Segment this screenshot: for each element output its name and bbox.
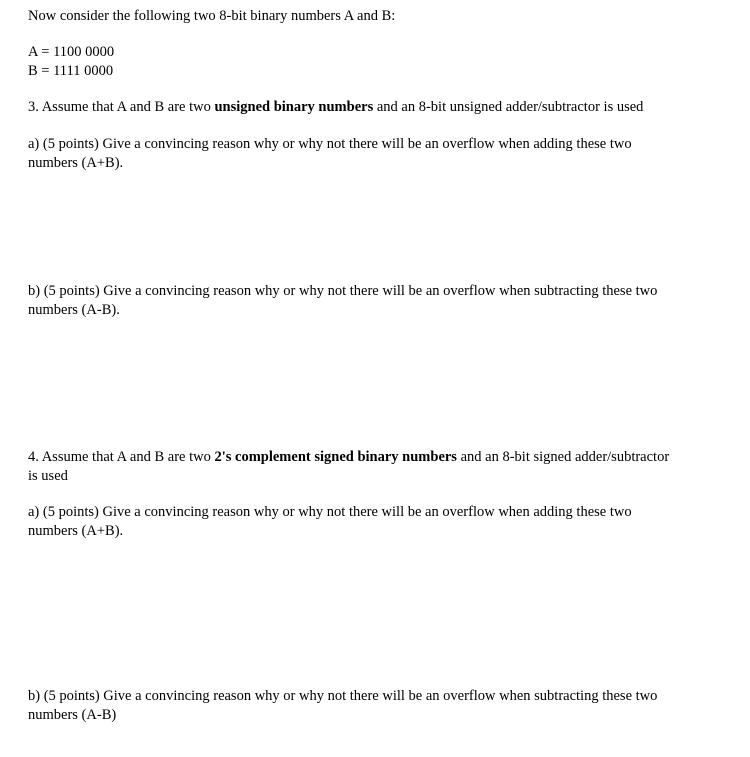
question-3a-line1: a) (5 points) Give a convincing reason why or why not there will be an overflow when adding these two bbox=[28, 136, 632, 152]
question-4-suffix: and an 8-bit signed adder/subtractor bbox=[456, 449, 670, 465]
question-3b-line1: b) (5 points) Give a convincing reason why or why not there will be an overflow when subtracting these two bbox=[28, 283, 658, 299]
question-4-heading bbox=[28, 448, 669, 467]
question-4a-line2: numbers (A+B). bbox=[28, 523, 124, 539]
question-4-bold: 2's complement signed binary numbers bbox=[214, 449, 457, 465]
question-4-prefix: 4. Assume that A and B are two bbox=[28, 449, 215, 465]
value-b: B = 1111 0000 bbox=[28, 63, 114, 79]
question-4b-line2: numbers (A-B) bbox=[28, 707, 117, 723]
question-4-heading-line2: is used bbox=[28, 468, 68, 484]
question-3-heading bbox=[28, 98, 643, 117]
value-a: A = 1100 0000 bbox=[28, 44, 115, 60]
question-3b-line2: numbers (A-B). bbox=[28, 302, 120, 318]
intro-text: Now consider the following two 8-bit binary numbers A and B: bbox=[28, 8, 396, 24]
question-4b-line1: b) (5 points) Give a convincing reason why or why not there will be an overflow when subtracting these two bbox=[28, 688, 658, 704]
question-4a-line1: a) (5 points) Give a convincing reason why or why not there will be an overflow when adding these two bbox=[28, 504, 632, 520]
question-3-prefix: 3. Assume that A and B are two bbox=[28, 99, 215, 115]
question-3a-line2: numbers (A+B). bbox=[28, 155, 124, 171]
question-3-bold: unsigned binary numbers bbox=[214, 99, 374, 115]
question-3-suffix: and an 8-bit unsigned adder/subtractor is used bbox=[373, 99, 644, 115]
